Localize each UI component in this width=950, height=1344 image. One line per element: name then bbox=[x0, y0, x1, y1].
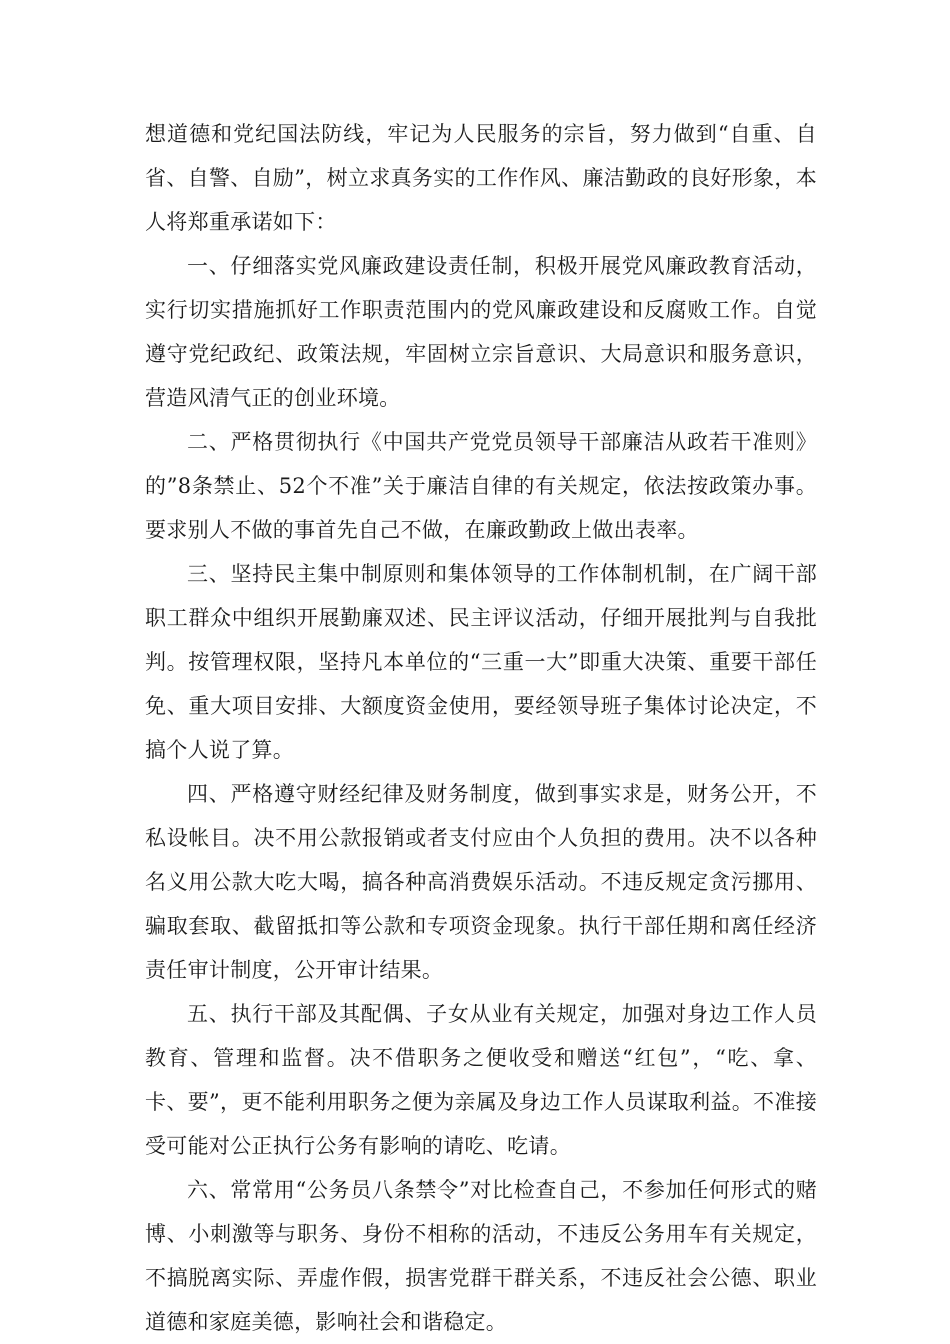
paragraph-item-1: 一、仔细落实党风廉政建设责任制，积极开展党风廉政教育活动，实行切实措施抓好工作职责范围内的党风廉政建设和反腐败工作。自觉遵守党纪政纪、政策法规，牢固树立宗旨意识、大局意识和服务意识，营造风清气正的创业环境。 bbox=[145, 254, 817, 410]
paragraph-item-3: 三、坚持民主集中制原则和集体领导的工作体制机制，在广阔干部职工群众中组织开展勤廉双述、民主评议活动，仔细开展批判与自我批判。按管理权限，坚持凡本单位的“三重一大”即重大决策、重要干部任免、重大项目安排、大额度资金使用，要经领导班子集体讨论决定，不搞个人说了算。 bbox=[145, 562, 817, 762]
paragraph-item-2: 二、严格贯彻执行《中国共产党党员领导干部廉洁从政若干准则》的”8条禁止、52个不准”关于廉洁自律的有关规定，依法按政策办事。要求别人不做的事首先自己不做，在廉政勤政上做出表率。 bbox=[145, 430, 817, 542]
document-body bbox=[145, 112, 817, 1344]
paragraph-continuation: 想道德和党纪国法防线，牢记为人民服务的宗旨，努力做到“自重、自省、自警、自励”，树立求真务实的工作作风、廉洁勤政的良好形象，本人将郑重承诺如下： bbox=[145, 122, 817, 234]
paragraph-item-4: 四、严格遵守财经纪律及财务制度，做到事实求是，财务公开，不私设帐目。决不用公款报销或者支付应由个人负担的费用。决不以各种名义用公款大吃大喝，搞各种高消费娱乐活动。不违反规定贪污挪用、骗取套取、截留抵扣等公款和专项资金现象。执行干部任期和离任经济责任审计制度，公开审计结果。 bbox=[145, 782, 817, 982]
paragraph-item-5: 五、执行干部及其配偶、子女从业有关规定，加强对身边工作人员教育、管理和监督。决不借职务之便收受和赠送“红包”，“吃、拿、卡、要”，更不能利用职务之便为亲属及身边工作人员谋取利益。不准接受可能对公正执行公务有影响的请吃、吃请。 bbox=[145, 1002, 817, 1158]
paragraph-item-6: 六、常常用“公务员八条禁令”对比检查自己，不参加任何形式的赌博、小刺激等与职务、身份不相称的活动，不违反公务用车有关规定，不搞脱离实际、弄虚作假，损害党群干群关系，不违反社会公德、职业道德和家庭美德，影响社会和谐稳定。 bbox=[145, 1178, 817, 1334]
